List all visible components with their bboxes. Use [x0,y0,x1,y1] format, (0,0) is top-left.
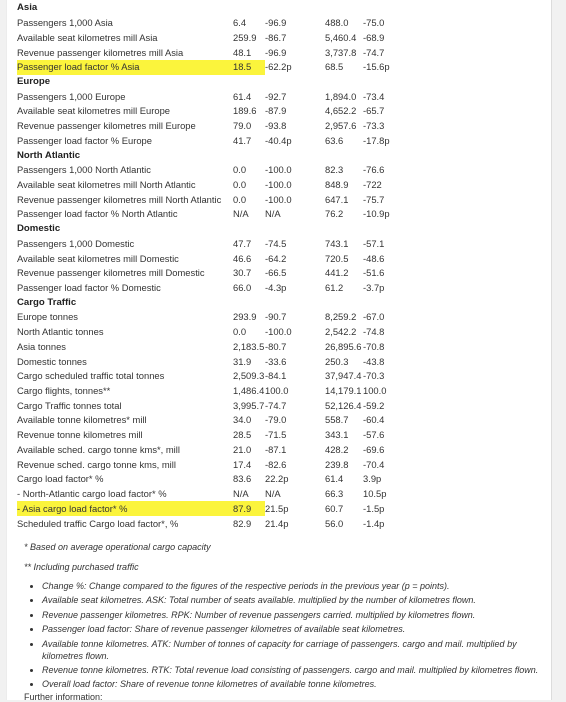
section-heading: Europe [17,75,51,87]
ytd-change: -48.6 [363,252,385,264]
table-row [17,119,423,134]
table-row [17,369,423,384]
ytd-value: 647.1 [325,193,349,205]
ytd-value: 2,957.6 [325,120,357,132]
ytd-change: -59.2 [363,399,385,411]
ytd-change: -1.4p [363,517,385,529]
period-value: 61.4 [233,90,252,102]
ytd-value: 76.2 [325,208,344,220]
ytd-change: 10.5p [363,488,387,500]
period-value: 0.0 [233,193,247,205]
row-label: Cargo scheduled traffic total tonnes [17,370,165,382]
ytd-value: 82.3 [325,164,344,176]
table-row [17,413,423,428]
ytd-change: -67.0 [363,311,385,323]
table-row [17,354,423,369]
period-value: 0.0 [233,178,247,190]
page-scrollbar[interactable] [558,0,566,700]
section-heading-row [17,295,423,310]
definition-item: • Revenue passenger kilometres. RPK: Number of revenue passengers carried. multiplied by kilometres flown. [42,609,554,621]
period-value: 34.0 [233,414,252,426]
row-label: Available seat kilometres mill Asia [17,31,158,43]
period-change: -82.6 [265,458,287,470]
period-value: 2,183.5 [233,340,265,352]
period-change: -4.3p [265,282,287,294]
row-label: Revenue sched. cargo tonne kms, mill [17,458,176,470]
period-change: 100.0 [265,385,289,397]
ytd-value: 3,737.8 [325,46,357,58]
row-label: Passenger load factor % North Atlantic [17,208,178,220]
ytd-value: 61.4 [325,473,344,485]
ytd-change: -70.4 [363,458,385,470]
table-row [17,104,423,119]
period-change: -86.7 [265,31,287,43]
ytd-change: -76.6 [363,164,385,176]
section-heading-row [17,148,423,163]
period-value: 0.0 [233,164,247,176]
row-label: Passengers 1,000 North Atlantic [17,164,151,176]
period-value: 6.4 [233,17,247,29]
row-label: Domestic tonnes [17,355,87,367]
row-label: Passengers 1,000 Domestic [17,237,135,249]
row-label: Revenue passenger kilometres mill Domestic [17,267,205,279]
period-value: 83.6 [233,473,252,485]
double-asterisk-footnote: ** Including purchased traffic [24,562,139,572]
ytd-value: 66.3 [325,488,344,500]
period-change: -100.0 [265,164,292,176]
ytd-value: 743.1 [325,237,349,249]
ytd-change: -75.7 [363,193,385,205]
ytd-change: -75.0 [363,17,385,29]
row-label: Passengers 1,000 Asia [17,17,113,29]
table-body [17,1,423,531]
ytd-value: 239.8 [325,458,349,470]
definition-item: • Change %: Change compared to the figures of the respective periods in the previous year (p = points). [42,580,554,592]
period-change: -87.9 [265,105,287,117]
table-row [17,178,423,193]
ytd-change: 100.0 [363,385,387,397]
row-label: Scheduled traffic Cargo load factor*, % [17,517,179,529]
asterisk-footnote: * Based on average operational cargo capacity [24,542,211,552]
row-label: Available seat kilometres mill Domestic [17,252,179,264]
ytd-change: 3.9p [363,473,382,485]
definition-item: • Overall load factor: Share of revenue tonne kilometres of available tonne kilometres. [42,678,554,690]
ytd-value: 60.7 [325,502,344,514]
period-change: -90.7 [265,311,287,323]
period-change: 22.2p [265,473,289,485]
period-value: 293.9 [233,311,257,323]
period-change: -71.5 [265,429,287,441]
period-change: -40.4p [265,134,292,146]
row-label: Passenger load factor % Domestic [17,282,161,294]
ytd-value: 720.5 [325,252,349,264]
period-change: -79.0 [265,414,287,426]
table-row [17,266,423,281]
period-value: 21.0 [233,443,252,455]
period-change: N/A [265,488,281,500]
period-change: -64.2 [265,252,287,264]
table-row [17,133,423,148]
ytd-value: 8,259.2 [325,311,357,323]
definition-item: • Revenue tonne kilometres. RTK: Total revenue load consisting of passengers. cargo and mail. multiplied by kilometres flown. [42,664,554,676]
table-row [17,472,423,487]
period-change: -84.1 [265,370,287,382]
ytd-value: 250.3 [325,355,349,367]
period-change: -100.0 [265,326,292,338]
ytd-value: 56.0 [325,517,344,529]
ytd-value: 2,542.2 [325,326,357,338]
ytd-change: -51.6 [363,267,385,279]
ytd-change: -74.7 [363,46,385,58]
period-value: 46.6 [233,252,252,264]
table-row [17,398,423,413]
period-value: 87.9 [233,501,265,516]
ytd-change: -43.8 [363,355,385,367]
period-value: 17.4 [233,458,252,470]
section-heading: Asia [17,2,38,14]
ytd-value: 4,652.2 [325,105,357,117]
period-change: 21.4p [265,517,289,529]
ytd-value: 1,894.0 [325,90,357,102]
ytd-value: 343.1 [325,429,349,441]
period-change: -74.7 [265,399,287,411]
period-value: 41.7 [233,134,252,146]
period-change: -87.1 [265,443,287,455]
table-row [17,443,423,458]
ytd-change: -68.9 [363,31,385,43]
period-change: -100.0 [265,178,292,190]
traffic-statistics-table [17,1,423,531]
period-change: -80.7 [265,340,287,352]
table-row [17,384,423,399]
row-label: Available tonne kilometres* mill [17,414,147,426]
ytd-change: -17.8p [363,134,390,146]
period-value: 48.1 [233,46,252,58]
table-row [17,516,423,531]
ytd-value: 488.0 [325,17,349,29]
period-change: -96.9 [265,46,287,58]
ytd-value: 441.2 [325,267,349,279]
ytd-change: -65.7 [363,105,385,117]
further-information-heading: Further information: [24,692,103,702]
row-label: Passengers 1,000 Europe [17,90,126,102]
definition-item: • Available seat kilometres. ASK: Total number of seats available. multiplied by the number of kilometres flown. [42,594,554,606]
period-change: -96.9 [265,17,287,29]
definition-item: • Passenger load factor: Share of revenue passenger kilometres of available seat kilometres. [42,623,554,635]
table-row [17,16,423,31]
row-label: Revenue tonne kilometres mill [17,429,143,441]
table-row [17,207,423,222]
ytd-change: -57.6 [363,429,385,441]
table-row [17,237,423,252]
table-row [17,30,423,45]
period-value: 1,486.4 [233,385,265,397]
ytd-change: -57.1 [363,237,385,249]
highlighted-table-row [17,501,423,516]
ytd-value: 63.6 [325,134,344,146]
table-row [17,457,423,472]
ytd-change: -73.3 [363,120,385,132]
period-value: 259.9 [233,31,257,43]
table-row [17,251,423,266]
ytd-value: 848.9 [325,178,349,190]
ytd-change: -70.3 [363,370,385,382]
table-row [17,89,423,104]
definition-item: • Available tonne kilometres. ATK: Number of tonnes of capacity for carriage of passengers. cargo and mail. multiplied by kilometres flown. [42,638,554,662]
ytd-value: 558.7 [325,414,349,426]
row-label: North Atlantic tonnes [17,326,104,338]
ytd-change: -70.8 [363,340,385,352]
section-heading: North Atlantic [17,149,81,161]
period-change: -62.2p [265,61,292,73]
ytd-change: -10.9p [363,208,390,220]
row-label: Europe tonnes [17,311,78,323]
ytd-change: -3.7p [363,282,385,294]
row-label: Cargo flights, tonnes** [17,385,111,397]
period-change: -93.8 [265,120,287,132]
row-label: Revenue passenger kilometres mill Asia [17,46,184,58]
period-value: 18.5 [233,60,265,75]
table-row [17,487,423,502]
row-label: Revenue passenger kilometres mill North Atlantic [17,193,222,205]
definitions-list [24,580,554,690]
period-change: -92.7 [265,90,287,102]
ytd-value: 61.2 [325,282,344,294]
period-value: 31.9 [233,355,252,367]
table-row [17,163,423,178]
table-row [17,428,423,443]
period-value: N/A [233,208,249,220]
period-change: -33.6 [265,355,287,367]
ytd-change: -69.6 [363,443,385,455]
table-row [17,281,423,296]
ytd-change: -60.4 [363,414,385,426]
period-change: -74.5 [265,237,287,249]
table-row [17,310,423,325]
period-change: N/A [265,208,281,220]
table-row [17,192,423,207]
ytd-value: 68.5 [325,61,344,73]
footnotes [24,541,554,693]
section-heading: Domestic [17,223,61,235]
period-value: N/A [233,488,249,500]
ytd-change: -15.6p [363,61,390,73]
period-value: 82.9 [233,517,252,529]
row-label: Available seat kilometres mill Europe [17,105,171,117]
highlighted-table-row [17,60,423,75]
row-label: Cargo Traffic tonnes total [17,399,122,411]
row-label: Passenger load factor % Europe [17,134,152,146]
period-change: 21.5p [265,502,289,514]
ytd-change: -1.5p [363,502,385,514]
ytd-value: 428.2 [325,443,349,455]
section-heading: Cargo Traffic [17,296,77,308]
section-heading-row [17,222,423,237]
table-row [17,340,423,355]
period-change: -100.0 [265,193,292,205]
period-change: -66.5 [265,267,287,279]
period-value: 79.0 [233,120,252,132]
row-label: Asia tonnes [17,340,66,352]
section-heading-row [17,75,423,90]
ytd-change: -74.8 [363,326,385,338]
ytd-change: -73.4 [363,90,385,102]
ytd-value: 37,947.4 [325,370,362,382]
row-label: Available sched. cargo tonne kms*, mill [17,443,180,455]
row-label: Cargo load factor* % [17,473,104,485]
period-value: 28.5 [233,429,252,441]
period-value: 3,995.7 [233,399,265,411]
ytd-change: -722 [363,178,382,190]
ytd-value: 5,460.4 [325,31,357,43]
table-row [17,325,423,340]
row-label: - North-Atlantic cargo load factor* % [17,488,167,500]
period-value: 0.0 [233,326,247,338]
document-page [6,0,552,700]
row-label: Revenue passenger kilometres mill Europe [17,120,196,132]
ytd-value: 26,895.6 [325,340,362,352]
period-value: 2,509.3 [233,370,265,382]
ytd-value: 14,179.1 [325,385,362,397]
period-value: 66.0 [233,282,252,294]
period-value: 47.7 [233,237,252,249]
period-value: 189.6 [233,105,257,117]
ytd-value: 52,126.4 [325,399,362,411]
section-heading-row [17,1,423,16]
table-row [17,45,423,60]
period-value: 30.7 [233,267,252,279]
row-label: Passenger load factor % Asia [17,60,233,75]
row-label: Available seat kilometres mill North Atlantic [17,178,196,190]
row-label: - Asia cargo load factor* % [17,501,233,516]
